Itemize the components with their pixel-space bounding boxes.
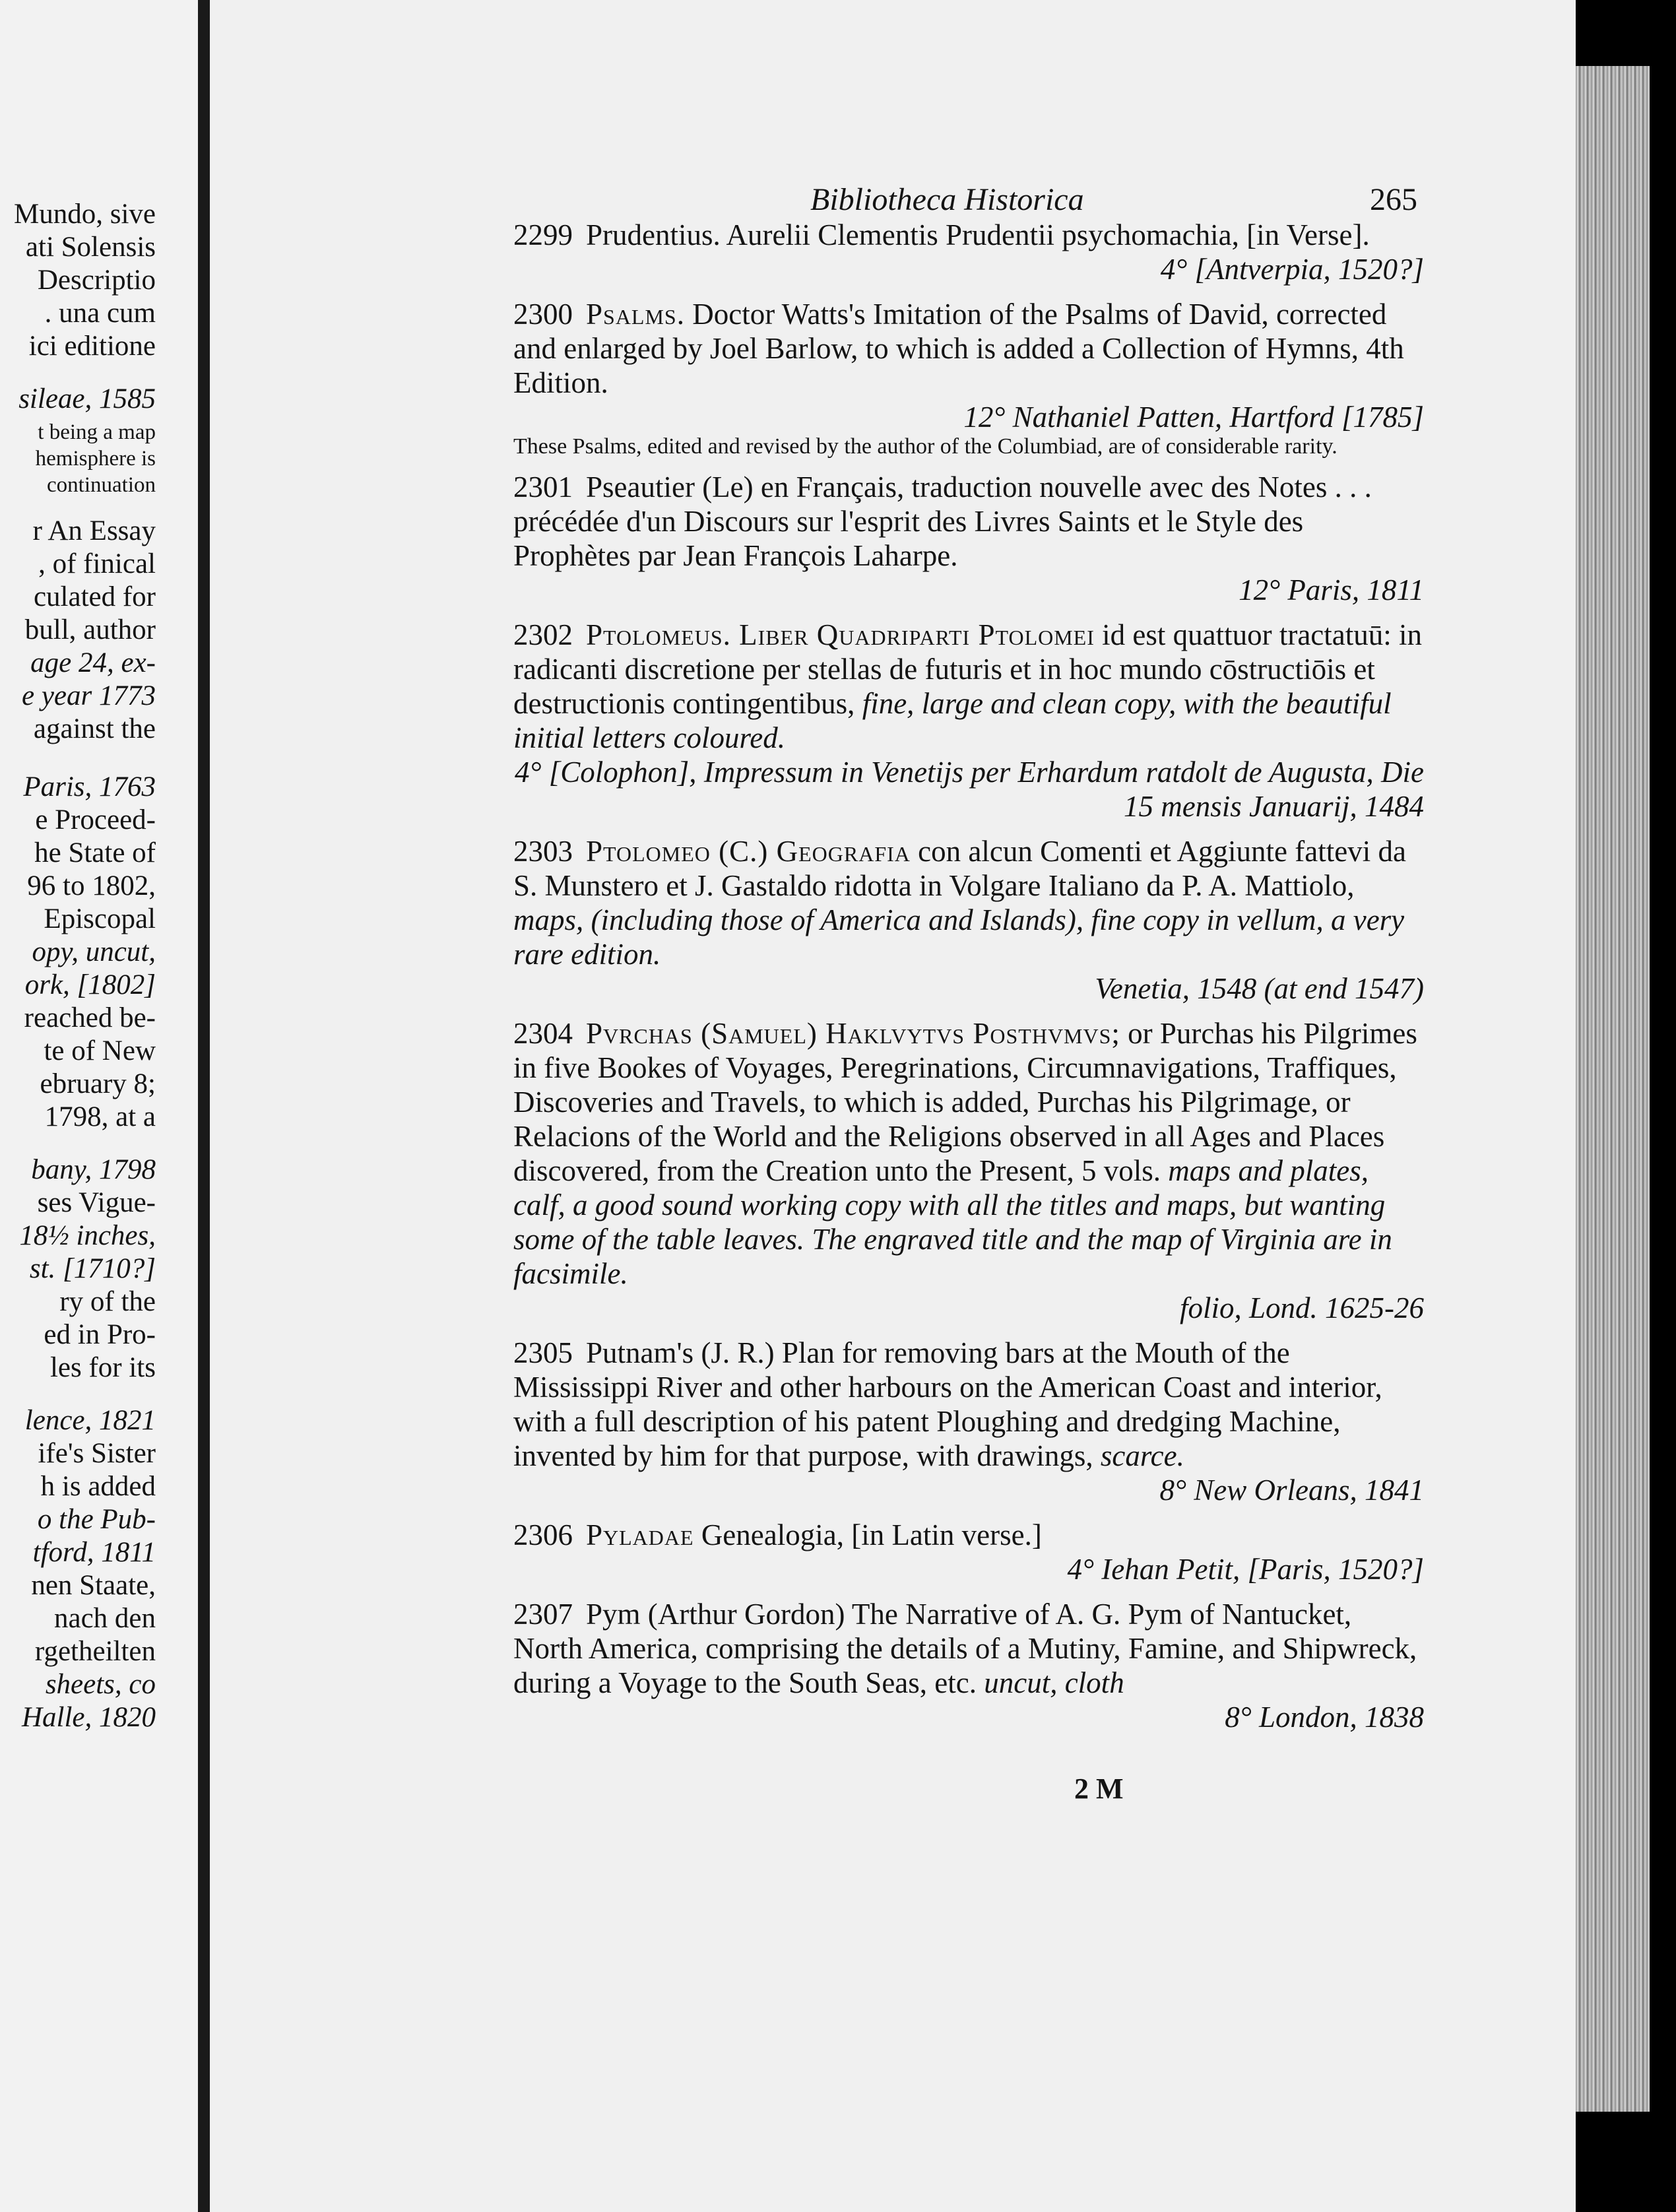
entry-heading: Pyladae [586,1518,694,1551]
facing-page-line: o the Pub- [37,1504,156,1535]
entry-number: 2303 [513,835,573,868]
facing-page-fragment [0,0,198,2212]
catalogue-entry [513,834,1424,1006]
catalogue-entry [513,618,1424,824]
entry-heading: Pvrchas (Samuel) Haklvytvs Posthvmvs; [586,1017,1120,1050]
catalogue-entry [513,218,1424,286]
entry-text: id est quattuor tractatuū: in radicanti discretione per stellas de futuris et in hoc mundo cōstructiōis et destructionis contingentibus, [513,618,1423,720]
facing-page-line: ici editione [28,331,156,362]
entry-imprint: 4° [Colophon], Impressum in Venetijs per Erhardum ratdolt de Augusta, Die 15 mensis Januarij, 1484 [515,756,1424,823]
facing-page-line: e year 1773 [22,680,156,711]
facing-page-line: ife's Sister [38,1438,156,1469]
facing-page-line: rgetheilten [34,1636,156,1667]
facing-page-line: ork, [1802] [24,969,156,1000]
facing-page-line: 96 to 1802, [27,870,156,901]
facing-page-line: te of New [44,1035,156,1066]
entry-description: fine, large and clean copy, with the beautiful initial letters coloured. [513,687,1392,754]
entry-text: Pseautier (Le) en Français, traduction nouvelle avec des Notes . . . précédée d'un Discours sur l'esprit des Livres Saints et le Style des Prophètes par Jean François Laharpe. [513,471,1372,572]
facing-page-line: hemisphere is [35,447,156,471]
facing-page-line: ed in Pro- [44,1319,156,1350]
facing-page-line: sileae, 1585 [18,383,156,414]
entry-number: 2304 [513,1017,573,1050]
gutter [198,0,210,2212]
catalogue-entry [513,1597,1424,1734]
facing-page-line: nach den [53,1603,156,1634]
entry-text: con alcun Comenti et Aggiunte fattevi da S. Munstero et J. Gastaldo ridotta in Volgare Italiano da P. A. Mattiolo, [513,835,1406,902]
facing-page-line: sheets, co [45,1669,156,1700]
entry-imprint: 8° New Orleans, 1841 [1159,1474,1424,1507]
facing-page-line: ry of the [59,1286,156,1317]
facing-page-line: Descriptio [37,265,156,296]
entry-description: uncut, cloth [984,1666,1124,1699]
entry-number: 2300 [513,298,573,331]
catalogue-entry [513,1518,1424,1586]
facing-page-line: age 24, ex- [30,647,156,678]
entry-text: Putnam's (J. R.) Plan for removing bars at the Mouth of the Mississippi River and other harbours on the American Coast and interior, with a full description of his patent Ploughing and dredging Machine, invented by him for that purpose, with drawings, [513,1336,1382,1472]
catalogue-entry [513,470,1424,607]
entry-text: Pym (Arthur Gordon) The Narrative of A. G. Pym of Nantucket, North America, comprising the details of a Mutiny, Famine, and Shipwreck, during a Voyage to the South Seas, etc. [513,1598,1417,1699]
entry-imprint: 12° Paris, 1811 [1239,573,1424,606]
facing-page-line: , of finical [38,548,156,579]
catalogue-entry [513,1016,1424,1325]
facing-page-line: he State of [34,837,156,868]
entry-number: 2306 [513,1518,573,1551]
entry-number: 2302 [513,618,573,651]
facing-page-line: ebruary 8; [40,1068,156,1099]
entry-imprint: 4° Iehan Petit, [Paris, 1520?] [1067,1553,1424,1586]
facing-page-line: nen Staate, [31,1570,156,1601]
facing-page-line: reached be- [24,1002,156,1033]
facing-page-line: Mundo, sive [14,199,156,230]
entry-imprint: 4° [Antverpia, 1520?] [1160,253,1424,286]
signature-mark: 2 M [1074,1773,1124,1805]
facing-page-line: Halle, 1820 [21,1702,156,1733]
entry-heading: Ptolomeo (C.) Geografia [586,835,911,868]
catalogue-entries [513,218,1424,1745]
facing-page-line: bany, 1798 [31,1154,156,1185]
entry-text: Prudentius. Aurelii Clementis Prudentii psychomachia, [in Verse]. [586,218,1370,251]
entry-number: 2305 [513,1336,573,1369]
facing-page-line: opy, uncut, [32,936,156,967]
catalogue-entry [513,297,1424,459]
entry-number: 2307 [513,1598,573,1631]
entry-number: 2301 [513,471,573,504]
entry-text: Doctor Watts's Imitation of the Psalms of David, corrected and enlarged by Joel Barlow, to which is added a Collection of Hymns, 4th Edition. [513,298,1404,399]
entry-note: These Psalms, edited and revised by the author of the Columbiad, are of considerable rarity. [513,434,1338,459]
facing-page-line: tford, 1811 [32,1537,156,1568]
page-number: 265 [1370,182,1417,217]
page [210,0,1576,2212]
running-title: Bibliotheca Historica [810,182,1084,217]
entry-description: scarce. [1100,1439,1184,1472]
facing-page-line: 18½ inches, [19,1220,156,1251]
facing-page-line: continuation [47,473,156,497]
entry-number: 2299 [513,218,573,251]
entry-heading: Ptolomeus. Liber Quadriparti Ptolomei [586,618,1095,651]
entry-text: Genealogia, [in Latin verse.] [701,1518,1042,1551]
facing-page-line: 1798, at a [44,1101,156,1132]
facing-page-line: st. [1710?] [29,1253,156,1284]
facing-page-line: h is added [40,1471,156,1502]
entry-imprint: 12° Nathaniel Patten, Hartford [1785] [963,401,1424,434]
facing-page-line: bull, author [24,614,156,645]
facing-page-line: t being a map [38,420,156,444]
facing-page-line: Episcopal [44,903,156,934]
facing-page-line: les for its [49,1352,156,1383]
entry-description: maps and plates, calf, a good sound working copy with all the titles and maps, but wanting some of the table leaves. The engraved title and the map of Virginia are in facsimile. [513,1154,1392,1290]
facing-page-line: ses Vigue- [37,1187,156,1218]
facing-page-line: e Proceed- [35,804,156,835]
entry-description: maps, (including those of America and Islands), fine copy in vellum, a very rare edition. [513,903,1405,971]
facing-page-line: r An Essay [32,515,156,546]
facing-page-line: culated for [33,581,156,612]
facing-page-line: lence, 1821 [24,1405,156,1436]
page-edges [1576,66,1676,2112]
facing-page-line: against the [33,713,156,744]
entry-imprint: Venetia, 1548 (at end 1547) [1095,972,1424,1005]
entry-text: or Purchas his Pilgrimes in five Bookes of Voyages, Peregrinations, Circumnavigations, Traffiques, Discoveries and Travels, to which is added, Purchas his Pilgrimage, or Relacions of the World and the Religions observed in all Ages and Places discovered, from the Creation unto the Present, 5 vols. [513,1017,1417,1187]
facing-page-line: ati Solensis [25,232,156,263]
entry-imprint: 8° London, 1838 [1225,1701,1424,1734]
catalogue-entry [513,1336,1424,1507]
facing-page-line: . una cum [44,298,156,329]
facing-page-line: Paris, 1763 [23,771,156,802]
entry-heading: Psalms. [586,298,685,331]
entry-imprint: folio, Lond. 1625-26 [1179,1291,1424,1324]
